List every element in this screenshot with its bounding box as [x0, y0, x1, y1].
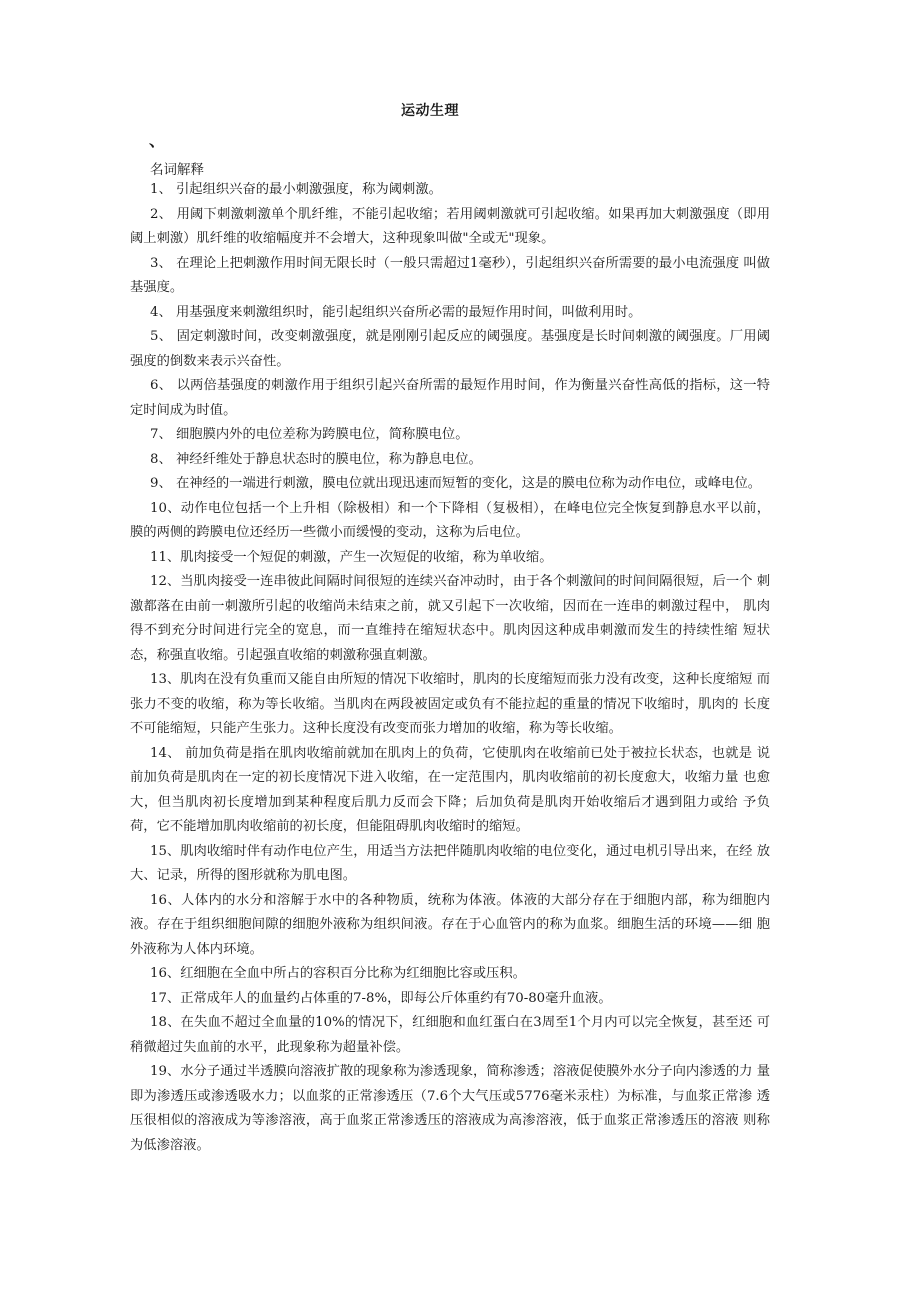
definition-item: 3、 在理论上把刺激作用时间无限长时（一般只需超过1毫秒），引起组织兴奋所需要的最小电流强度 叫做基强度。 [130, 255, 770, 295]
definition-item: 9、 在神经的一端进行刺激，膜电位就出现迅速而短暂的变化，这是的膜电位称为动作电位，或峰电位。 [150, 476, 762, 491]
definition-list [130, 178, 770, 1158]
definition-item: 5、 固定刺激时间，改变刺激强度，就是刚刚引起反应的阈强度。基强度是长时间刺激的阈强度。厂用阈 强度的倒数来表示兴奋性。 [130, 329, 770, 369]
definition-item: 14、 前加负荷是指在肌肉收缩前就加在肌肉上的负荷，它使肌肉在收缩前已处于被拉长状态，也就是 说前加负荷是肌肉在一定的初长度情况下进入收缩，在一定范围内，肌肉收缩前的初长度愈大，收缩力量 也愈大，但当肌肉初长度增加到某种程度后肌力反而会下降；后加负荷是肌肉开始收缩后才遇到阻力或给 予负荷，它不能增加肌肉收缩前的初长度，但能阻碍肌肉收缩时的缩短。 [130, 745, 770, 834]
definition-item: 12、当肌肉接受一连串彼此间隔时间很短的连续兴奋冲动时，由于各个刺激间的时间间隔很短，后一个 刺激都落在由前一刺激所引起的收缩尚未结束之前，就又引起下一次收缩，因而在一连串的刺激过程中， 肌肉得不到充分时间进行完全的宽息，而一直维持在缩短状态中。肌肉因这种成串刺激而发生的持续性缩 短状态，称强直收缩。引起强直收缩的刺激称强直刺激。 [130, 574, 770, 663]
definition-item: 16、人体内的水分和溶解于水中的各种物质，统称为体液。体液的大部分存在于细胞内部，称为细胞内 液。存在于组织细胞间隙的细胞外液称为组织间液。存在于心血管内的称为血浆。细胞生活的环境——细 胞外液称为人体内环境。 [130, 892, 770, 957]
definition-item: 19、水分子通过半透膜向溶液扩散的现象称为渗透现象，简称渗透；溶液促使膜外水分子向内渗透的力 量即为渗透压或渗透吸水力；以血浆的正常渗透压（7.6个大气压或5776毫米汞柱）为标准，与血浆正常渗 透压很相似的溶液成为等渗溶液，高于血浆正常渗透压的溶液成为高渗溶液，低于血浆正常渗透压的溶液 则称为低渗溶液。 [130, 1064, 770, 1153]
definition-item: 15、肌肉收缩时伴有动作电位产生，用适当方法把伴随肌肉收缩的电位变化，通过电机引导出来，在经 放大、记录，所得的图形就称为肌电图。 [130, 843, 770, 883]
definition-item: 7、 细胞膜内外的电位差称为跨膜电位，简称膜电位。 [150, 427, 469, 442]
section-mark: 、 [149, 131, 166, 150]
definition-item: 6、 以两倍基强度的刺激作用于组织引起兴奋所需的最短作用时间，作为衡量兴奋性高低的指标，这一特 定时间成为时值。 [130, 378, 770, 418]
definition-item: 11、肌肉接受一个短促的刺激，产生一次短促的收缩，称为单收缩。 [150, 549, 553, 565]
page-title: 运动生理 [401, 103, 459, 119]
definition-item: 4、 用基强度来刺激组织时，能引起组织兴奋所必需的最短作用时间，叫做利用时。 [150, 304, 642, 320]
section-heading: 名词解释 [150, 162, 204, 178]
definition-item: 2、 用阈下刺激刺激单个肌纤维，不能引起收缩；若用阈刺激就可引起收缩。如果再加大刺激强度（即用 阈上刺激）肌纤维的收缩幅度并不会增大，这种现象叫做"全或无"现象。 [130, 206, 770, 246]
definition-item: 16、红细胞在全血中所占的容积百分比称为红细胞比容或压积。 [150, 966, 526, 981]
definition-item: 8、 神经纤维处于静息状态时的膜电位，称为静息电位。 [150, 451, 482, 467]
definition-item: 17、正常成年人的血量约占体重的7-8%，即每公斤体重约有70-80毫升血液。 [150, 990, 612, 1006]
definition-item: 18、在失血不超过全血量的10%的情况下，红细胞和血红蛋白在3周至1个月内可以完全恢复，甚至还 可稍微超过失血前的水平，此现象称为超量补偿。 [130, 1015, 770, 1055]
definition-item: 10、动作电位包括一个上升相（除极相）和一个下降相（复极相），在峰电位完全恢复到静息水平以前， 膜的两侧的跨膜电位还经历一些微小而缓慢的变动，这称为后电位。 [130, 500, 770, 540]
definition-item: 13、肌肉在没有负重而又能自由所短的情况下收缩时，肌肉的长度缩短而张力没有改变，这种长度缩短 而张力不变的收缩，称为等长收缩。当肌肉在两段被固定或负有不能拉起的重量的情况下收缩时，肌肉的 长度不可能缩短，只能产生张力。这种长度没有改变而张力增加的收缩，称为等长收缩。 [130, 672, 770, 736]
definition-item: 1、 引起组织兴奋的最小刺激强度，称为阈刺激。 [150, 182, 442, 197]
